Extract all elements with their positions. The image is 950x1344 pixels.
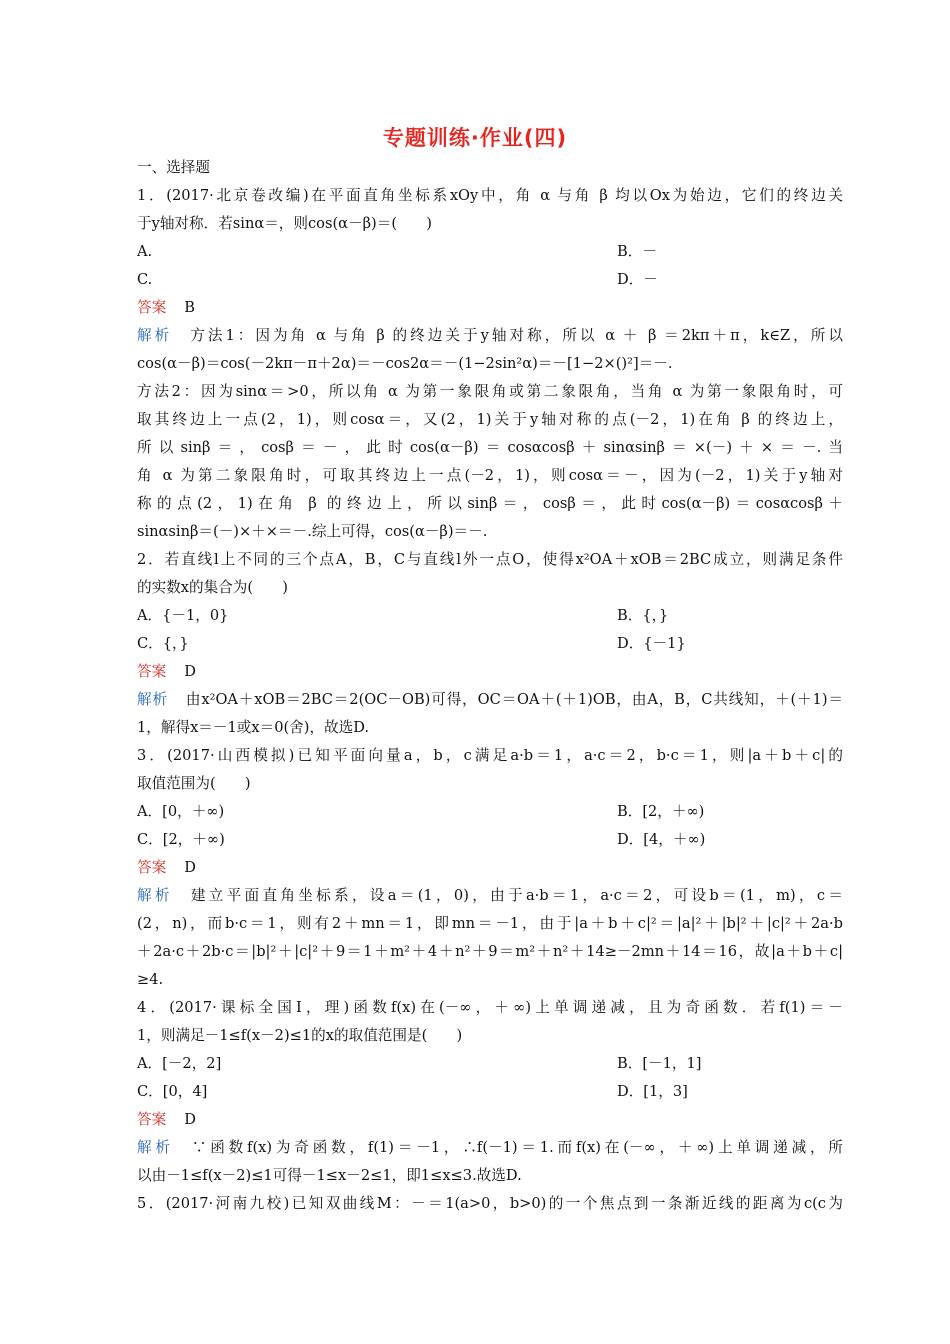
- q4-stem-line: 4．(2017·课标全国Ⅰ，理)函数f(x)在(－∞，＋∞)上单调递减，且为奇函数．若f(1)＝－: [137, 999, 843, 1016]
- q3-analysis-line: (2，n)，而b·c＝1，则有2＋mn＝1，即mn＝－1，由于|a＋b＋c|²＝|a|²＋|b|²＋|c|²＋2a·b: [137, 915, 843, 932]
- q1-stem-line: 于y轴对称．若sinα＝，则cos(α－β)＝( ): [137, 215, 432, 232]
- q3-analysis-line: ＋2a·c＋2b·c＝|b|²＋|c|²＋9＝1＋m²＋4＋n²＋9＝m²＋n²＋14≥－2mn＋14＝16，故|a＋b＋c|: [137, 943, 843, 960]
- q3-options-row: [137, 826, 843, 854]
- analysis-label: 解析: [137, 327, 173, 344]
- q1-option-d: D．－: [617, 271, 658, 288]
- section-heading: 一、选择题: [137, 159, 210, 176]
- analysis-label: 解析: [137, 887, 173, 904]
- q3-option-b: B．[2，＋∞): [617, 803, 705, 820]
- q1-option-a: A.: [137, 243, 153, 260]
- answer-value: D: [184, 859, 196, 876]
- q3-answer: [137, 854, 843, 882]
- q3-option-a: A．[0，＋∞): [137, 803, 225, 820]
- q4-answer: [137, 1106, 843, 1134]
- q1-option-c: C.: [137, 271, 153, 288]
- q3-options-row: [137, 798, 843, 826]
- q4-option-c: C．[0，4]: [137, 1083, 208, 1100]
- answer-label: 答案: [137, 299, 167, 316]
- q2-stem-line: 的实数x的集合为( ): [137, 579, 288, 596]
- q3-stem-line: 3．(2017·山西模拟)已知平面向量a，b，c满足a·b＝1，a·c＝2，b·c＝1，则|a＋b＋c|的: [137, 747, 843, 764]
- q1-options-row: [137, 266, 843, 294]
- q4-analysis-line: 解析 ∵函数f(x)为奇函数，f(1)＝－1，∴f(－1)＝1.而f(x)在(－∞，＋∞)上单调递减，所: [137, 1139, 843, 1156]
- q1-stem-line: 1．(2017·北京卷改编)在平面直角坐标系xOy中，角 α 与角 β 均以Ox为始边，它们的终边关: [137, 187, 843, 204]
- q3-stem-line: 取值范围为( ): [137, 775, 251, 792]
- analysis-label: 解析: [137, 1139, 174, 1156]
- q1-option-b: B．－: [617, 243, 657, 260]
- answer-label: 答案: [137, 663, 167, 680]
- answer-value: D: [184, 663, 196, 680]
- q4-analysis-line: 以由－1≤f(x－2)≤1可得－1≤x－2≤1，即1≤x≤3.故选D.: [137, 1167, 522, 1184]
- q3-analysis-line: ≥4.: [137, 971, 164, 988]
- q5-stem-line: 5．(2017·河南九校)已知双曲线M：－＝1(a>0，b>0)的一个焦点到一条渐近线的距离为c(c为: [137, 1195, 843, 1212]
- q3-option-d: D．[4，＋∞): [617, 831, 706, 848]
- q4-option-d: D．[1，3]: [617, 1083, 688, 1100]
- q2-option-b: B．{，}: [617, 607, 669, 624]
- answer-label: 答案: [137, 859, 167, 876]
- analysis-label: 解析: [137, 691, 168, 708]
- q1-answer: [137, 294, 843, 322]
- q1-analysis-line: cos(α－β)＝cos(－2kπ－π＋2α)＝－cos2α＝－(1−2sin²α)＝－[1−2×()²]＝－.: [137, 355, 673, 372]
- q2-option-c: C．{，}: [137, 635, 189, 652]
- q4-options-row: [137, 1050, 843, 1078]
- q2-option-d: D．{－1}: [617, 635, 686, 652]
- q4-option-a: A．[－2，2]: [137, 1055, 222, 1072]
- q3-option-c: C．[2，＋∞): [137, 831, 225, 848]
- q2-options-row: [137, 602, 843, 630]
- q2-analysis-line: 解析 由x²OA＋xOB＝2BC＝2(OC－OB)可得，OC＝OA＋(＋1)OB，由A，B，C共线知，＋(＋1)＝: [137, 691, 843, 708]
- q1-analysis-line: 方法2：因为sinα＝>0，所以角 α 为第一象限角或第二象限角，当角 α 为第一象限角时，可: [137, 383, 843, 400]
- q4-options-row: [137, 1078, 843, 1106]
- q2-options-row: [137, 630, 843, 658]
- q2-answer: [137, 658, 843, 686]
- q4-stem-line: 1，则满足－1≤f(x－2)≤1的x的取值范围是( ): [137, 1027, 463, 1044]
- page-title: 专题训练·作业(四): [382, 126, 568, 150]
- q1-options-row: [137, 238, 843, 266]
- q1-analysis-line: 角 α 为第二象限角时，可取其终边上一点(－2，1)，则cosα＝－，因为(－2，1)关于y轴对: [137, 467, 843, 484]
- q1-analysis-line: 称的点(2，1)在角 β 的终边上，所以sinβ＝，cosβ＝，此时cos(α－β)＝cosαcosβ＋: [137, 495, 843, 512]
- answer-label: 答案: [137, 1111, 167, 1128]
- q2-analysis-line: 1，解得x＝－1或x＝0(舍)，故选D.: [137, 719, 370, 736]
- answer-value: B: [184, 299, 195, 316]
- q1-analysis-line: 取其终边上一点(2，1)，则cosα＝，又(2，1)关于y轴对称的点(－2，1)在角 β 的终边上，: [137, 411, 843, 428]
- q4-option-b: B．[－1，1]: [617, 1055, 702, 1072]
- answer-value: D: [184, 1111, 196, 1128]
- q1-analysis-line: 所以sinβ＝，cosβ＝－，此时cos(α－β)＝cosαcosβ＋sinαsinβ＝×(－)＋×＝－.当: [137, 439, 843, 456]
- q2-option-a: A．{－1，0}: [137, 607, 229, 624]
- q1-analysis-line: sinαsinβ＝(－)×＋×＝－.综上可得，cos(α－β)＝－.: [137, 523, 488, 540]
- q3-analysis-line: 解析 建立平面直角坐标系，设a＝(1，0)，由于a·b＝1，a·c＝2，可设b＝(1，m)，c＝: [137, 887, 843, 904]
- q1-analysis-line: 解析 方法1：因为角 α 与角 β 的终边关于y轴对称，所以 α ＋ β ＝2kπ＋π，k∈Z，所以: [137, 327, 843, 344]
- q2-stem-line: 2．若直线l上不同的三个点A，B，C与直线l外一点O，使得x²OA＋xOB＝2BC成立，则满足条件: [137, 551, 843, 568]
